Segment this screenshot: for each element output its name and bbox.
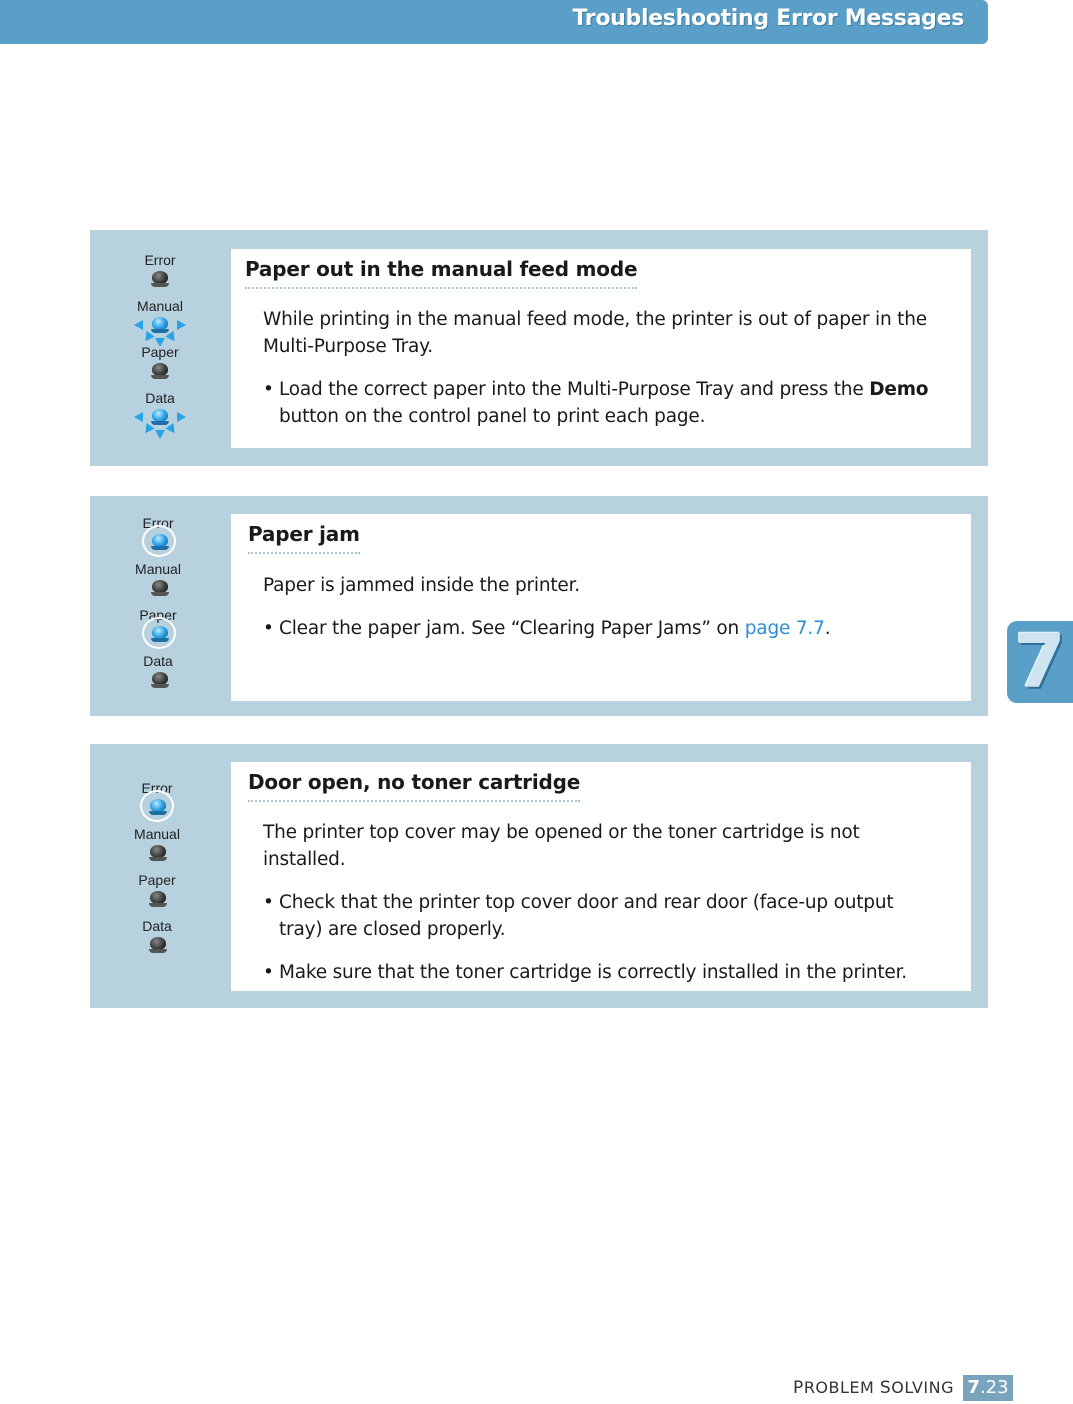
section-body xyxy=(263,819,941,1002)
blink-arrow-icon xyxy=(155,430,165,439)
blink-arrow-icon xyxy=(134,320,143,330)
led-on-icon xyxy=(152,626,168,639)
led-error: Error xyxy=(130,780,190,826)
section-body xyxy=(263,572,941,658)
led-panel xyxy=(130,780,190,964)
chapter-tab xyxy=(1007,621,1073,703)
led-paper: Paper xyxy=(130,344,190,390)
page-link[interactable]: page 7.7 xyxy=(744,618,825,639)
footer-page-number: 7.23 xyxy=(963,1375,1013,1401)
message-card xyxy=(231,762,971,991)
led-off-icon xyxy=(152,271,168,284)
blink-arrow-icon xyxy=(165,331,178,344)
header-bar xyxy=(0,0,988,44)
led-panel xyxy=(130,252,190,436)
blink-arrow-icon xyxy=(177,320,186,330)
blink-arrow-icon xyxy=(177,412,186,422)
led-manual: Manual xyxy=(130,561,190,607)
led-error: Error xyxy=(130,515,190,561)
section-paper-out-manual xyxy=(90,230,988,466)
section-door-open xyxy=(90,744,988,1008)
section-title: Paper jam xyxy=(248,522,360,554)
message-card xyxy=(231,249,971,448)
led-paper: Paper xyxy=(130,872,190,918)
led-off-icon xyxy=(150,937,166,950)
section-description: While printing in the manual feed mode, the printer is out of paper in the Multi-Purpose Tray. xyxy=(263,309,927,357)
bullet-item: • Check that the printer top cover door and rear door (face-up output tray) are closed properly. xyxy=(263,889,941,943)
header-title: Troubleshooting Error Messages xyxy=(572,6,964,31)
led-off-icon xyxy=(152,363,168,376)
section-body xyxy=(263,306,941,446)
led-off-icon xyxy=(152,672,168,685)
led-data: Data xyxy=(130,653,190,699)
led-error: Error xyxy=(130,252,190,298)
led-on-icon xyxy=(152,534,168,547)
led-panel xyxy=(130,515,190,699)
led-data: Data xyxy=(130,918,190,964)
section-description: The printer top cover may be opened or the toner cartridge is not installed. xyxy=(263,822,860,870)
message-card xyxy=(231,514,971,701)
led-data: Data xyxy=(130,390,190,436)
footer-section-name: PROBLEM SOLVING xyxy=(793,1378,954,1398)
section-description: Paper is jammed inside the printer. xyxy=(263,575,580,596)
section-title: Door open, no toner cartridge xyxy=(248,770,580,802)
blink-arrow-icon xyxy=(165,423,178,436)
section-title: Paper out in the manual feed mode xyxy=(245,257,637,289)
led-blinking-icon xyxy=(152,317,168,330)
blink-arrow-icon xyxy=(141,423,154,436)
led-manual: Manual xyxy=(130,298,190,344)
led-manual: Manual xyxy=(130,826,190,872)
demo-button-label: Demo xyxy=(869,379,929,400)
led-off-icon xyxy=(152,580,168,593)
led-on-icon xyxy=(150,799,166,812)
blink-arrow-icon xyxy=(134,412,143,422)
bullet-item: • Clear the paper jam. See “Clearing Paper Jams” on page 7.7. xyxy=(263,615,941,642)
chapter-number: 7 xyxy=(1014,619,1066,705)
bullet-item: • Make sure that the toner cartridge is correctly installed in the printer. xyxy=(263,959,941,986)
blink-arrow-icon xyxy=(141,331,154,344)
led-paper: Paper xyxy=(130,607,190,653)
led-off-icon xyxy=(150,845,166,858)
led-off-icon xyxy=(150,891,166,904)
led-blinking-icon xyxy=(152,409,168,422)
bullet-item: • Load the correct paper into the Multi-Purpose Tray and press the Demo button on the control panel to print each page. xyxy=(263,376,941,430)
section-paper-jam xyxy=(90,496,988,716)
